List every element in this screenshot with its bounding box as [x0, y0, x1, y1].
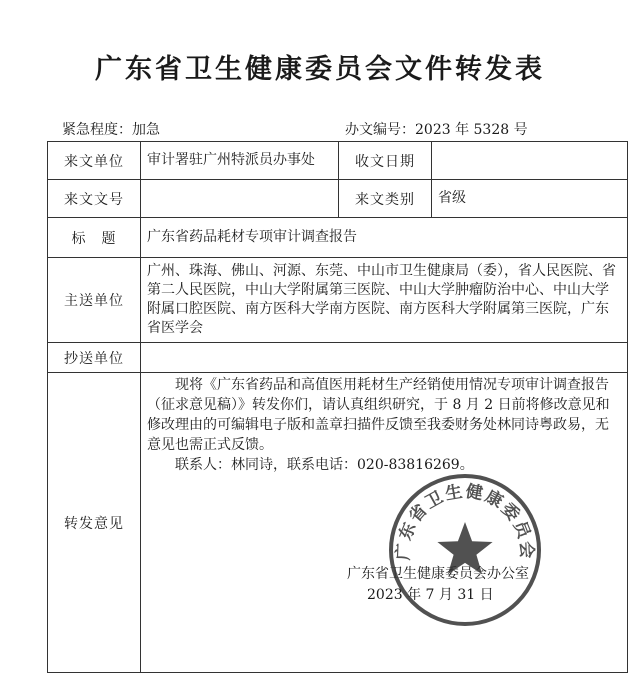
- opinion-label: 转发意见: [48, 373, 141, 673]
- signature-organization: 广东省卫生健康委员会办公室: [347, 566, 529, 582]
- document-number: 办文编号：2023 年 5328 号: [345, 122, 528, 138]
- doc-no-label: 来文文号: [48, 180, 141, 218]
- cc-value: [141, 343, 628, 373]
- signature-date: 2023 年 7 月 31 日: [367, 587, 494, 603]
- opinion-value: [141, 373, 628, 673]
- source-unit-label: 来文单位: [48, 142, 141, 180]
- urgency-level: 紧急程度：加急: [62, 122, 160, 138]
- seal-star-icon: [437, 522, 492, 574]
- row-doc-number: [48, 180, 628, 218]
- row-subject: [48, 218, 628, 258]
- subject-value: 广东省药品耗材专项审计调查报告: [141, 218, 628, 258]
- main-recipients-value: 广州、珠海、佛山、河源、东莞、中山市卫生健康局（委），省人民医院、省第二人民医院，中山大学附属第三医院、中山大学肿瘤防治中心、中山大学附属口腔医院、南方医科大学南方医院、南方医科大学附属第三医院，广东省医学会: [141, 258, 628, 343]
- row-cc: [48, 343, 628, 373]
- doc-type-value: 省级: [432, 180, 628, 218]
- doc-no-value: [141, 180, 339, 218]
- row-main-recipients: [48, 258, 628, 343]
- row-source-unit: [48, 142, 628, 180]
- source-unit-value: 审计署驻广州特派员办事处: [141, 142, 339, 180]
- doc-type-label: 来文类别: [339, 180, 432, 218]
- seal-text: 广东省卫生健康委员会: [393, 481, 537, 561]
- contact-paragraph: 联系人：林同诗，联系电话：020-83816269。: [175, 457, 474, 473]
- document-title: 广东省卫生健康委员会文件转发表: [95, 54, 545, 85]
- received-date-value: [432, 142, 628, 180]
- cc-label: 抄送单位: [48, 343, 141, 373]
- received-date-label: 收文日期: [339, 142, 432, 180]
- official-seal: [385, 470, 545, 630]
- opinion-paragraph: 现将《广东省药品和高值医用耗材生产经销使用情况专项审计调查报告（征求意见稿）》转发你们，请认真组织研究，于 8 月 2 日前将修改意见和修改理由的可编辑电子版和盖章扫描件反馈至我委财务处林同诗粤政易，无意见也需正式反馈。: [147, 377, 610, 453]
- subject-label: 标 题: [48, 218, 141, 258]
- main-recipients-label: 主送单位: [48, 258, 141, 343]
